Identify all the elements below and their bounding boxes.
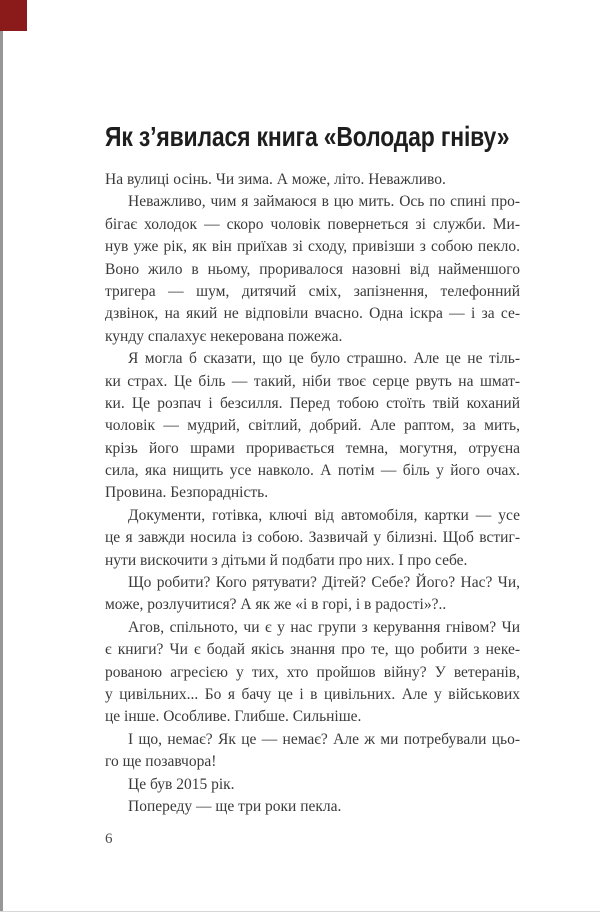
paragraph: [105, 191, 520, 348]
chapter-title: Як з’явилася книга «Володар гніву»: [105, 120, 510, 152]
text-line: крізь його шрами проривається темна, могутня, отруєна: [105, 439, 520, 457]
page-number: 6: [105, 831, 113, 847]
text-line: ки страх. Це біль — такий, ніби твоє серце рвуть на шмат-: [105, 372, 520, 390]
chapter-corner-tab: [0, 0, 27, 31]
text-line: тригера — шум, дитячий сміх, запізнення, телефонний: [105, 282, 520, 300]
text-line: у цивільних... Бо я бачу це і в цивільних. Але у військових: [105, 685, 520, 703]
text-line: На вулиці осінь. Чи зима. А може, літо. Неважливо.: [105, 171, 446, 188]
text-line: це я завжди носила із собою. Зазвичай у білизні. Щоб встиг-: [105, 529, 520, 547]
text-line: чоловік — мудрий, світлий, добрий. Але раптом, за мить,: [105, 417, 520, 435]
paragraph: [105, 617, 520, 729]
text-line: Документи, готівка, ключі від автомобіля, картки — усе: [128, 506, 520, 524]
text-line: Я могла б сказати, що це було страшно. Але це не тіль-: [128, 350, 520, 368]
paragraph: [105, 774, 520, 796]
text-line: І що, немає? Як це — немає? Але ж ми потребували цьо-: [128, 730, 520, 748]
text-line: Неважливо, чим я займаюся в цю мить. Ось по спині про-: [128, 193, 520, 211]
text-line: Агов, спільното, чи є у нас групи з керування гнівом? Чи: [128, 618, 520, 636]
text-line: ки. Це розпач і безсилля. Перед тобою стоїть твій коханий: [105, 394, 520, 412]
paragraph: [105, 348, 520, 505]
text-line: сила, яка нищить усе навколо. А потім — біль у його очах.: [105, 462, 520, 480]
text-line: нути вискочити з дітьми й подбати про них. І про себе.: [105, 551, 468, 569]
paragraph: [105, 169, 520, 191]
paragraph: [105, 572, 520, 617]
scan-edge-line: [0, 0, 3, 912]
text-line: Попереду — ще три роки пекла.: [128, 797, 342, 815]
paragraph: [105, 505, 520, 572]
body-text: [105, 169, 520, 818]
text-line: бігає холодок — скоро чоловік повернеться зі служби. Ми-: [105, 215, 520, 233]
text-line: Воно жило в ньому, проривалося назовні від найменшого: [105, 260, 520, 278]
text-line: може, розлучитися? А як же «і в горі, і в радості»?..: [105, 596, 447, 614]
text-line: Це був 2015 рік.: [128, 775, 235, 793]
text-line: кунду спалахує некерована пожежа.: [105, 327, 343, 345]
text-line: рованою агресією у тих, хто пройшов війну? У ветеранів,: [105, 663, 520, 681]
text-line: Провина. Безпорадність.: [105, 484, 269, 502]
paragraph: [105, 796, 520, 818]
text-line: го ще позавчора!: [105, 753, 217, 771]
text-line: нув уже рік, як він приїхав зі сходу, привізши з собою пекло.: [105, 238, 520, 256]
text-line: є книги? Чи є бодай якісь знання про те, що робити з неке-: [105, 641, 520, 659]
text-line: Що робити? Кого рятувати? Дітей? Себе? Його? Нас? Чи,: [128, 574, 520, 592]
paragraph: [105, 729, 520, 774]
text-line: це інше. Особливе. Глибше. Сильніше.: [105, 708, 362, 726]
text-line: дзвінок, на який не відповіли вчасно. Одна іскра — і за се-: [105, 305, 520, 323]
